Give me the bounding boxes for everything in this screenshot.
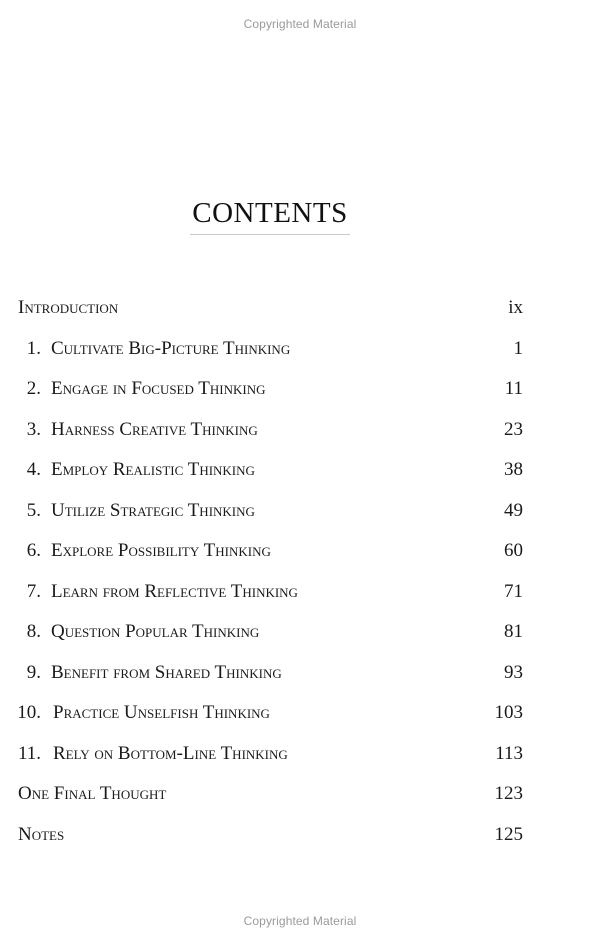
- toc-entry-number: 1.: [26, 337, 41, 359]
- toc-entry-title: Engage in Focused Thinking: [51, 378, 266, 399]
- toc-entry-page: 123: [494, 783, 523, 804]
- toc-entry-page: 49: [504, 499, 523, 521]
- table-of-contents: [18, 293, 523, 860]
- toc-entry-chapter-11[interactable]: [18, 739, 523, 780]
- toc-entry-number: 4.: [26, 459, 41, 480]
- toc-entry-chapter-5[interactable]: [18, 496, 523, 537]
- toc-entry-introduction[interactable]: [18, 293, 523, 334]
- toc-entry-number: 2.: [26, 378, 41, 399]
- toc-entry-page: 103: [494, 702, 523, 723]
- toc-entry-title: Rely on Bottom-Line Thinking: [53, 742, 288, 764]
- toc-entry-page: 38: [504, 459, 523, 480]
- toc-entry-chapter-4[interactable]: [18, 455, 523, 496]
- copyright-watermark-top: Copyrighted Material: [243, 17, 357, 31]
- toc-entry-title: Cultivate Big-Picture Thinking: [51, 337, 291, 359]
- toc-entry-title: Learn from Reflective Thinking: [51, 580, 298, 602]
- toc-entry-title: Notes: [18, 823, 65, 845]
- page-title: CONTENTS: [192, 197, 348, 229]
- toc-entry-chapter-8[interactable]: [18, 617, 523, 658]
- toc-entry-chapter-9[interactable]: [18, 658, 523, 699]
- toc-entry-chapter-6[interactable]: [18, 536, 523, 577]
- toc-entry-title: Practice Unselfish Thinking: [53, 702, 270, 723]
- toc-entry-title: Explore Possibility Thinking: [51, 540, 271, 561]
- toc-entry-final-thought[interactable]: [18, 779, 523, 820]
- toc-entry-number: 8.: [26, 621, 41, 642]
- toc-entry-number: 3.: [26, 418, 41, 440]
- toc-entry-title: One Final Thought: [18, 783, 167, 804]
- toc-entry-title: Introduction: [18, 297, 119, 318]
- toc-entry-chapter-3[interactable]: [18, 415, 523, 456]
- toc-entry-number: 7.: [26, 580, 41, 602]
- toc-entry-title: Employ Realistic Thinking: [51, 459, 255, 480]
- toc-entry-title: Benefit from Shared Thinking: [51, 661, 282, 683]
- toc-entry-notes[interactable]: [18, 820, 523, 861]
- toc-entry-title: Question Popular Thinking: [51, 621, 260, 642]
- toc-entry-number: 6.: [26, 540, 41, 561]
- toc-entry-title: Utilize Strategic Thinking: [51, 499, 255, 521]
- toc-entry-chapter-7[interactable]: [18, 577, 523, 618]
- toc-entry-page: 113: [495, 742, 523, 764]
- toc-entry-number: 5.: [26, 499, 41, 521]
- toc-entry-page: 23: [504, 418, 523, 440]
- toc-entry-chapter-1[interactable]: [18, 334, 523, 375]
- toc-entry-page: 81: [504, 621, 523, 642]
- copyright-watermark-bottom: Copyrighted Material: [243, 914, 357, 928]
- toc-entry-page: ix: [508, 297, 523, 318]
- title-underline-divider: [190, 234, 350, 235]
- toc-entry-chapter-2[interactable]: [18, 374, 523, 415]
- toc-entry-page: 60: [504, 540, 523, 561]
- contents-heading-block: [190, 196, 350, 235]
- toc-entry-page: 1: [513, 337, 523, 359]
- toc-entry-page: 11: [504, 378, 523, 399]
- toc-entry-number: 9.: [26, 661, 41, 683]
- toc-entry-page: 125: [494, 823, 523, 845]
- toc-entry-title: Harness Creative Thinking: [51, 418, 258, 440]
- toc-entry-page: 93: [504, 661, 523, 683]
- toc-entry-page: 71: [504, 580, 523, 602]
- toc-entry-chapter-10[interactable]: [18, 698, 523, 739]
- toc-entry-number: 10.: [17, 702, 41, 723]
- toc-entry-number: 11.: [17, 742, 41, 764]
